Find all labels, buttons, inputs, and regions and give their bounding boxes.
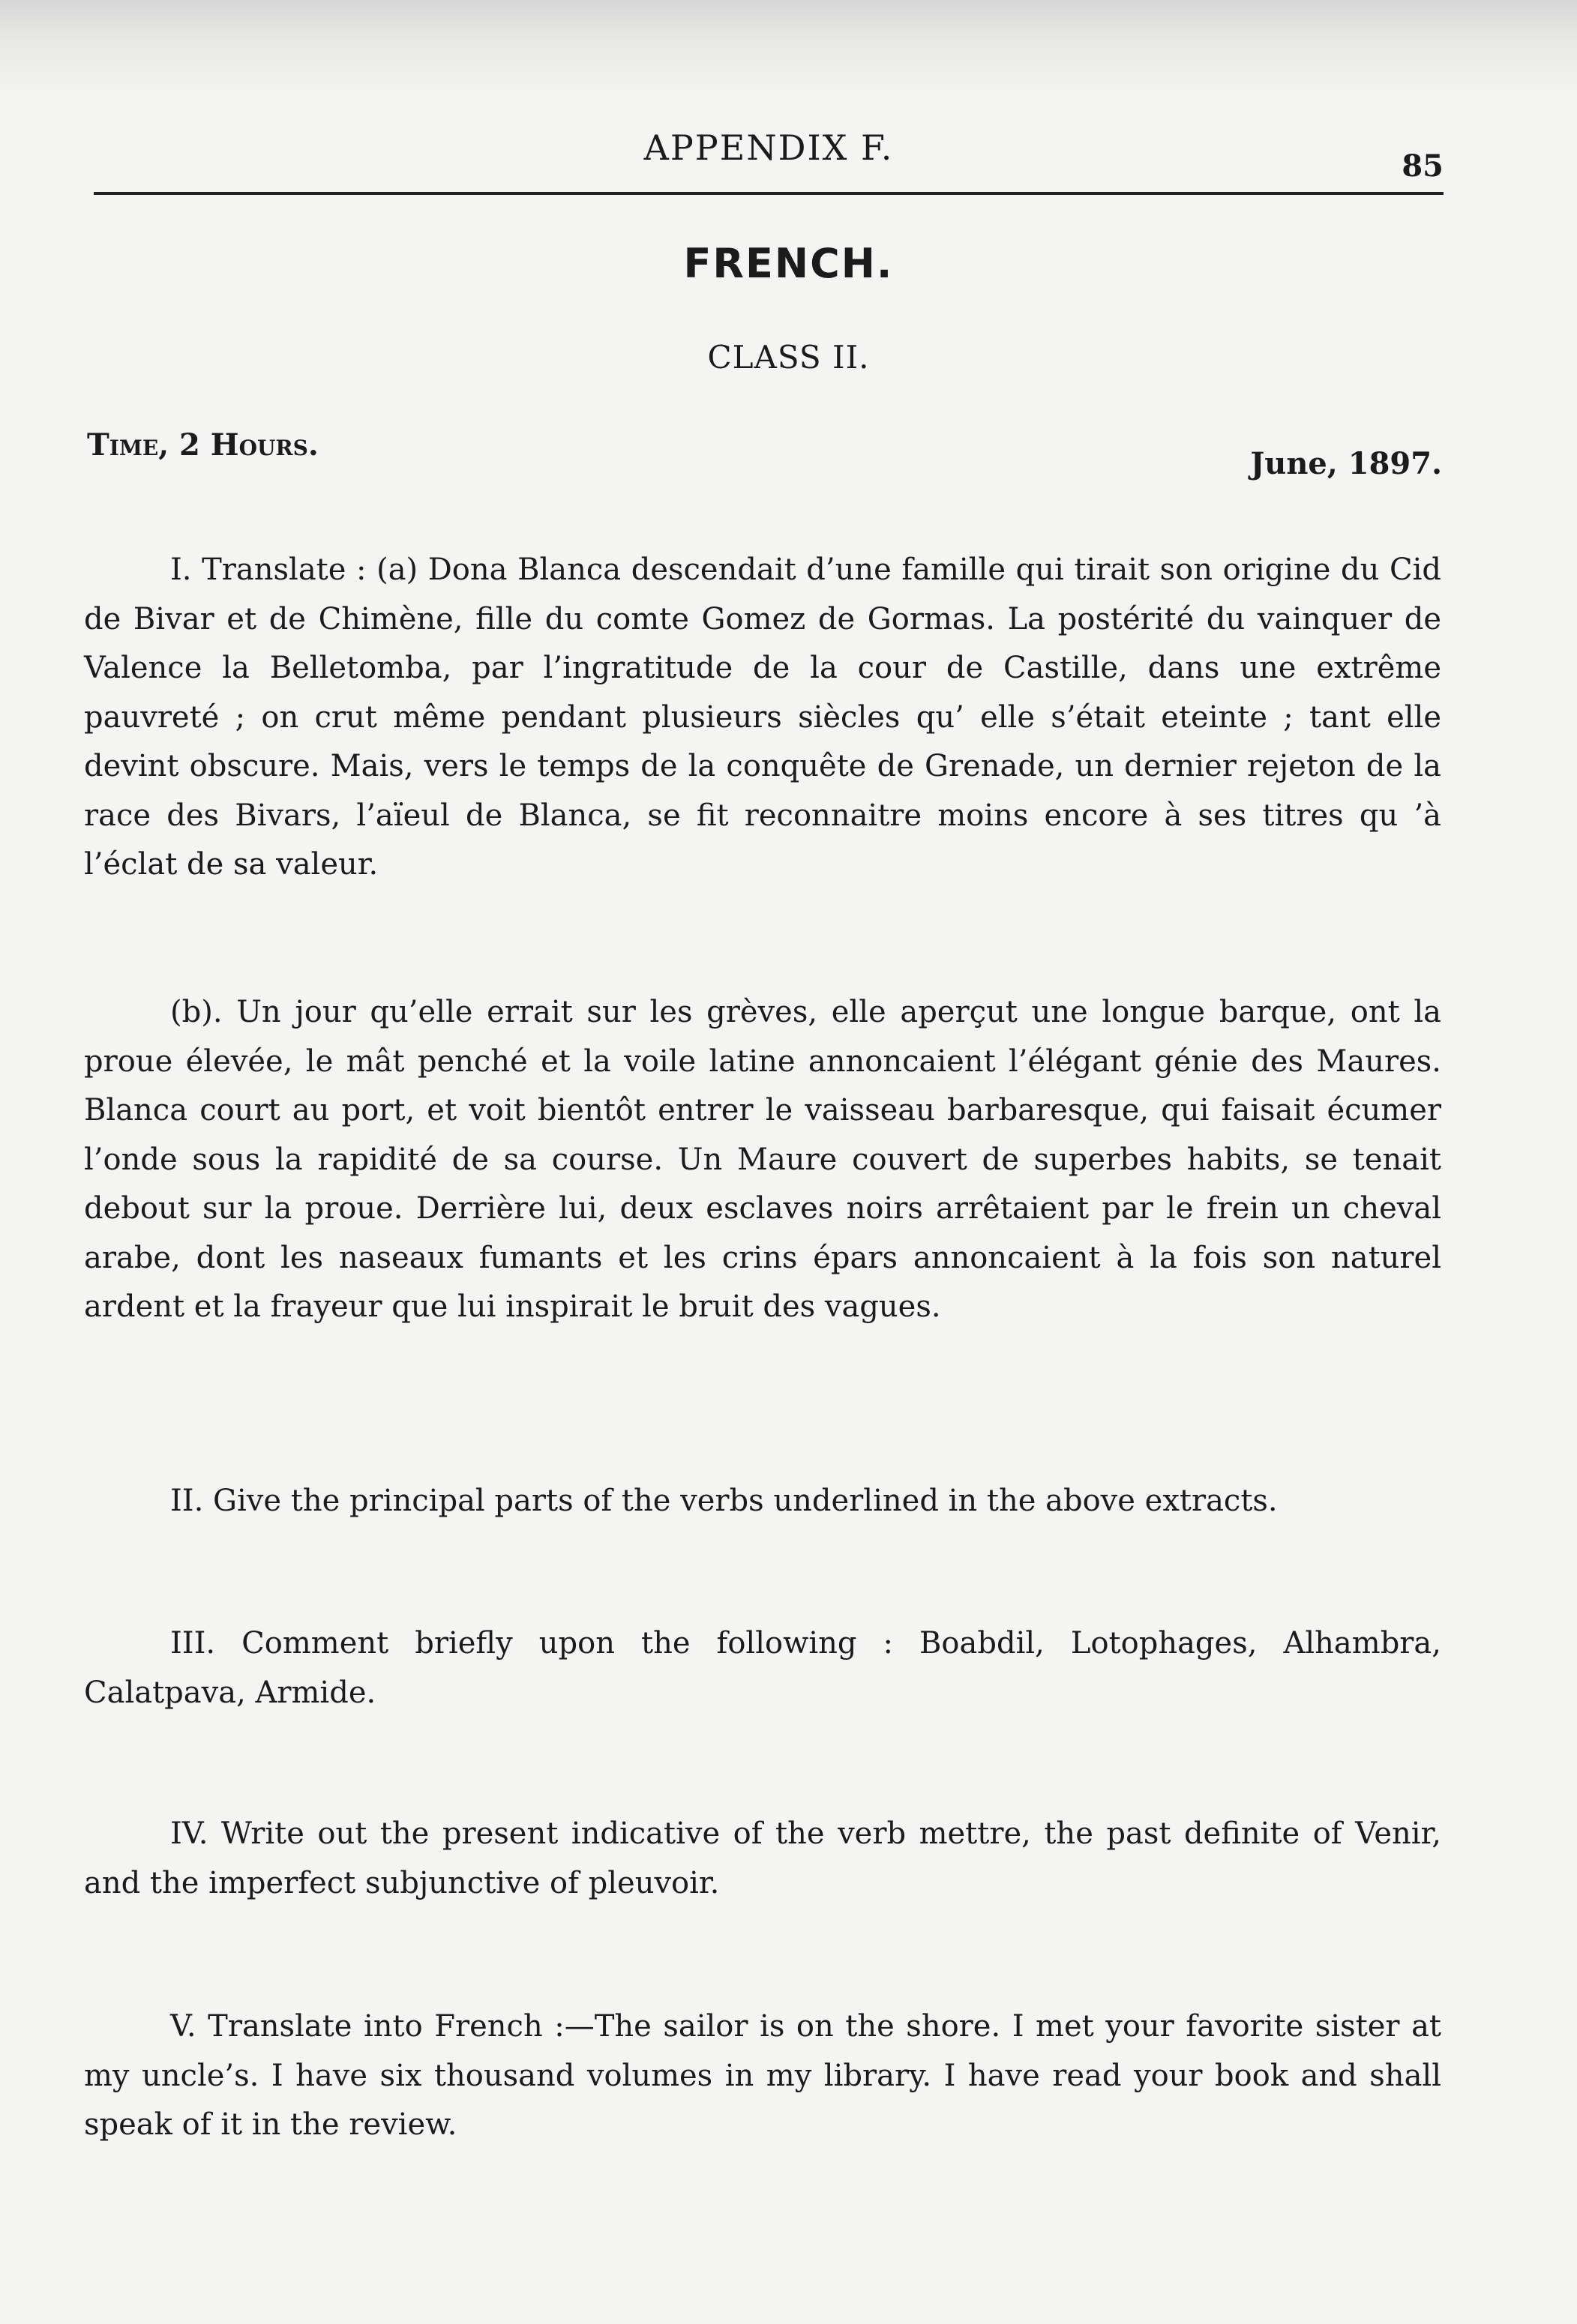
question-2 [84, 1477, 1441, 1526]
time-allowed: Time, 2 Hours. [87, 427, 319, 463]
question-text: I. Translate : (a) Dona Blanca descendait d’une famille qui tirait son origine du Cid de Bivar et de Chimène, fille du comte Gomez de Gormas. La postérité du vainquer de Valence la Belletomba, par l’ingratitude de la cour de Castille, dans une extrême pauvreté ; on crut même pendant plusieurs siècles qu’ elle s’était eteinte ; tant elle devint obscure. Mais, vers le temps de la conquête de Grenade, un dernier rejeton de la race des Bivars, l’aïeul de Blanca, se fit reconnaitre moins encore à ses titres qu ’à l’éclat de sa valeur. [84, 553, 1441, 882]
question-3 [84, 1619, 1441, 1718]
question-text: II. Give the principal parts of the verbs underlined in the above extracts. [170, 1484, 1278, 1518]
subject-heading: FRENCH. [683, 240, 894, 287]
question-text: V. Translate into French :—The sailor is on the shore. I met your favorite sister at my uncle’s. I have six thousand volumes in my library. I have read your book and shall speak of it in the review. [84, 2009, 1441, 2142]
question-text: III. Comment briefly upon the following : Boabdil, Lotophages, Alhambra, Calatpava, Armide. [84, 1626, 1441, 1710]
question-4 [84, 1810, 1441, 1908]
exam-date: June, 1897. [1250, 446, 1442, 481]
page-number: 85 [1402, 148, 1444, 184]
class-heading: CLASS II. [707, 339, 870, 376]
header-rule [94, 192, 1444, 195]
question-text: IV. Write out the present indicative of the verb mettre, the past definite of Venir, and the imperfect subjunctive of pleuvoir. [84, 1816, 1441, 1900]
running-head: APPENDIX F. [643, 127, 894, 168]
question-1b [84, 988, 1441, 1332]
question-1a [84, 546, 1441, 890]
page-header [94, 127, 1444, 187]
scan-edge-shading [0, 0, 1577, 97]
question-text: (b). Un jour qu’elle errait sur les grèves, elle aperçut une longue barque, ont la proue élevée, le mât penché et la voile latine annoncaient l’élégant génie des Maures. Blanca court au port, et voit bientôt entrer le vaisseau barbaresque, qui faisait écumer l’onde sous la rapidité de sa course. Un Maure couvert de superbes habits, se tenait debout sur la proue. Derrière lui, deux esclaves noirs arrêtaient par le frein un cheval arabe, dont les naseaux fumants et les crins épars annoncaient à la fois son naturel ardent et la frayeur que lui inspirait le bruit des vagues. [84, 995, 1441, 1324]
question-5 [84, 2002, 1441, 2150]
